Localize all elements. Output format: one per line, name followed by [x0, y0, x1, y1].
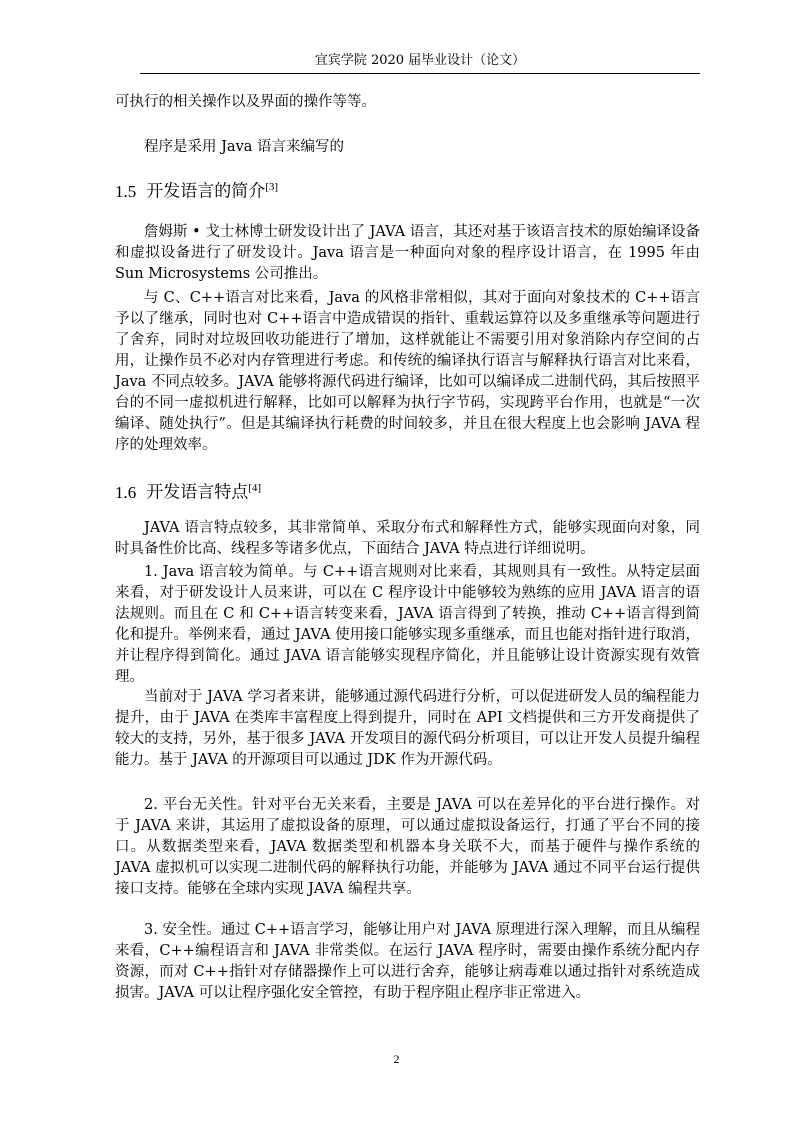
page-number: 2: [393, 1052, 400, 1066]
section-number: 1.6: [115, 482, 137, 502]
paragraph-feature-security: 3. 安全性。通过 C++语言学习，能够让用户对 JAVA 原理进行深入理解，而且从编程来看，C++编程语言和 JAVA 非常类似。在运行 JAVA 程序时，需要由操作系统分配内存资源，而对 C++指针对存储器操作上可以进行舍弃，能够让病毒难以通过指针对系统造成损害。JAVA 可以让程序强化安全管控，有助于程序阻止程序非正常进入。: [115, 922, 700, 1001]
citation-ref: [3]: [265, 181, 279, 193]
paragraph-feature-platform: 2. 平台无关性。针对平台无关来看，主要是 JAVA 可以在差异化的平台进行操作。对于 JAVA 来讲，其运用了虚拟设备的原理，可以通过虚拟设备运行，打通了平台不同的接口。从数据类型来看，JAVA 数据类型和机器本身关联不大，而基于硬件与操作系统的 JAVA 虚拟机可以实现二进制代码的解释执行功能，并能够为 JAVA 通过不同平台运行提供接口支持。能够在全球内实现 JAVA 编程共享。: [115, 797, 700, 897]
header-divider: [140, 73, 700, 74]
paragraph-open-source: 当前对于 JAVA 学习者来讲，能够通过源代码进行分析，可以促进研发人员的编程能力提升，由于 JAVA 在类库丰富程度上得到提升，同时在 API 文档提供和三方开发商提供了较大的支持，另外，基于很多 JAVA 开发项目的源代码分析项目，可以让开发人员提升编程能力。基于 JAVA 的开源项目可以通过 JDK 作为开源代码。: [115, 689, 700, 768]
citation-ref: [4]: [248, 482, 262, 494]
section-heading-1-5: [115, 175, 278, 204]
section-title: 开发语言特点: [146, 482, 249, 503]
section-title: 开发语言的简介: [146, 181, 266, 202]
page-header: 宜宾学院 2020 届毕业设计（论文）: [314, 53, 526, 68]
paragraph-continuation: 可执行的相关操作以及界面的操作等等。: [115, 94, 376, 110]
paragraph-java-comparison: 与 C、C++语言对比来看，Java 的风格非常相似，其对于面向对象技术的 C++语言予以了继承，同时也对 C++语言中造成错误的指针、重载运算符以及多重继承等问题进行了舍弃，同时对垃圾回收功能进行了增加，这样就能让不需要引用对象消除内存空间的占用，让操作员不必对内存管理进行考虑。和传统的编译执行语言与解释执行语言对比来看，Java 不同点较多。JAVA 能够将源代码进行编译，比如可以编译成二进制代码，其后按照平台的不同一虚拟机进行解释，比如可以解释为执行字节码，实现跨平台作用，也就是“一次编译、随处执行”。但是其编译执行耗费的时间较多，并且在很大程度上也会影响 JAVA 程序的处理效率。: [115, 290, 700, 453]
paragraph-feature-simplicity: 1. Java 语言较为简单。与 C++语言规则对比来看，其规则具有一致性。从特定层面来看，对于研发设计人员来讲，可以在 C 程序设计中能够较为熟练的应用 JAVA 语言的语法规则。而且在 C 和 C++语言转变来看，JAVA 语言得到了转换，推动 C++语言得到简化和提升。举例来看，通过 JAVA 使用接口能够实现多重继承，而且也能对指针进行取消，并让程序得到简化。通过 JAVA 语言能够实现程序简化，并且能够让设计资源实现有效管理。: [115, 564, 700, 685]
section-heading-1-6: [115, 476, 261, 505]
paragraph-program-language: 程序是采用 Java 语言来编写的: [144, 139, 345, 155]
paragraph-features-intro: JAVA 语言特点较多，其非常简单、采取分布式和解释性方式，能够实现面向对象，同时具备性价比高、线程多等诸多优点，下面结合 JAVA 特点进行详细说明。: [115, 520, 700, 557]
paragraph-java-origin: 詹姆斯 • 戈士林博士研发设计出了 JAVA 语言，其还对基于该语言技术的原始编译设备和虚拟设备进行了研发设计。Java 语言是一种面向对象的程序设计语言，在 1995 年由 Sun Microsystems 公司推出。: [115, 224, 700, 282]
section-number: 1.5: [115, 181, 137, 201]
